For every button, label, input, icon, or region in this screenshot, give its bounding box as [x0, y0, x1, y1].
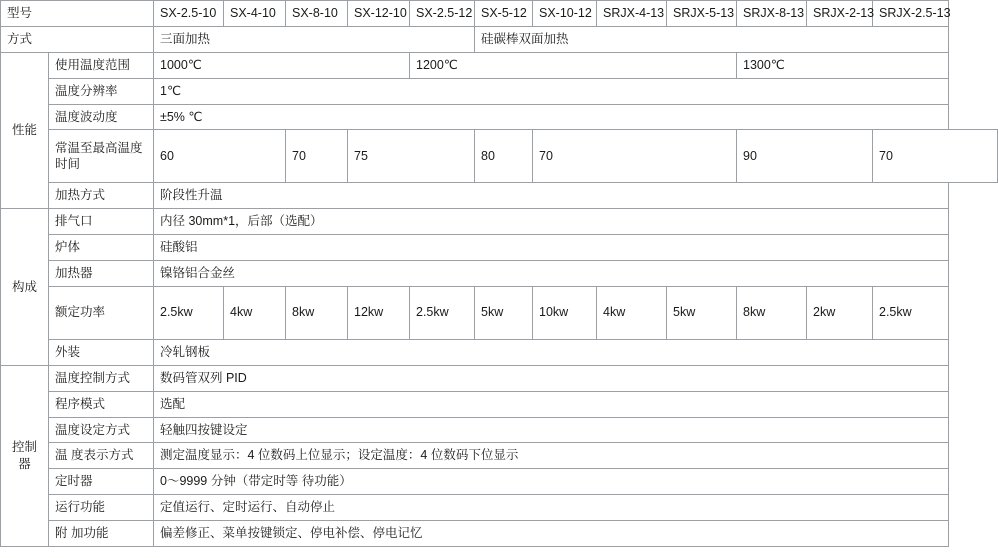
table-row-run-function [1, 495, 998, 521]
rated-power-value: 2kw [807, 286, 873, 339]
group-label-controller: 控制器 [1, 365, 49, 546]
heatup-time-value: 60 [154, 130, 286, 183]
row-label-temp-setting-method: 温度设定方式 [49, 417, 154, 443]
temp-range-value: 1000℃ [154, 52, 410, 78]
table-row-model [1, 1, 998, 27]
row-label-temp-range: 使用温度范围 [49, 52, 154, 78]
rated-power-value: 2.5kw [873, 286, 949, 339]
model-cell: SX-5-12 [475, 1, 533, 27]
heatup-time-value: 70 [533, 130, 737, 183]
temp-display-method-value: 测定温度显示：4 位数码上位显示；设定温度：4 位数码下位显示 [154, 443, 949, 469]
method-value-cell: 硅碳棒双面加热 [475, 26, 949, 52]
rated-power-value: 5kw [475, 286, 533, 339]
table-row-heating-method [1, 183, 998, 209]
row-label-temp-resolution: 温度分辨率 [49, 78, 154, 104]
rated-power-value: 8kw [737, 286, 807, 339]
row-label-heating-method: 加热方式 [49, 183, 154, 209]
row-label-exhaust-port: 排气口 [49, 209, 154, 235]
table-row-exhaust-port [1, 209, 998, 235]
timer-value: 0～9999 分钟（带定时等 待功能） [154, 469, 949, 495]
rated-power-value: 4kw [597, 286, 667, 339]
method-value-cell: 三面加热 [154, 26, 475, 52]
model-cell: SRJX-8-13 [737, 1, 807, 27]
row-label-timer: 定时器 [49, 469, 154, 495]
heatup-time-value: 75 [348, 130, 475, 183]
table-row-temp-range [1, 52, 998, 78]
model-cell: SRJX-5-13 [667, 1, 737, 27]
exterior-value: 冷轧钢板 [154, 339, 949, 365]
table-row-timer [1, 469, 998, 495]
temp-resolution-value: 1℃ [154, 78, 949, 104]
temp-setting-method-value: 轻触四按键设定 [154, 417, 949, 443]
run-function-value: 定值运行、定时运行、自动停止 [154, 495, 949, 521]
table-row-extra-function [1, 521, 998, 547]
rated-power-value: 4kw [224, 286, 286, 339]
row-label-model: 型号 [1, 1, 154, 27]
model-cell: SX-2.5-12 [410, 1, 475, 27]
rated-power-value: 5kw [667, 286, 737, 339]
furnace-body-value: 硅酸铝 [154, 235, 949, 261]
group-label-construction: 构成 [1, 209, 49, 366]
model-cell: SRJX-2.5-13 [873, 1, 949, 27]
temp-control-method-value: 数码管双列 PID [154, 365, 949, 391]
temp-fluctuation-value: ±5% ℃ [154, 104, 949, 130]
table-row-furnace-body [1, 235, 998, 261]
row-label-furnace-body: 炉体 [49, 235, 154, 261]
model-cell: SX-2.5-10 [154, 1, 224, 27]
row-label-method: 方式 [1, 26, 154, 52]
table-row-rated-power [1, 286, 998, 339]
exhaust-port-value: 内径 30mm*1，后部（选配） [154, 209, 949, 235]
rated-power-value: 10kw [533, 286, 597, 339]
table-row-temp-resolution [1, 78, 998, 104]
table-row-heater [1, 261, 998, 287]
program-mode-value: 选配 [154, 391, 949, 417]
row-label-temp-fluctuation: 温度波动度 [49, 104, 154, 130]
row-label-heatup-time: 常温至最高温度时间 [49, 130, 154, 183]
heater-value: 镍铬铝合金丝 [154, 261, 949, 287]
table-row-program-mode [1, 391, 998, 417]
table-row-temp-fluctuation [1, 104, 998, 130]
group-label-performance: 性能 [1, 52, 49, 209]
temp-range-value: 1200℃ [410, 52, 737, 78]
temp-range-value: 1300℃ [737, 52, 949, 78]
table-row-method [1, 26, 998, 52]
heatup-time-value: 70 [873, 130, 998, 183]
model-cell: SX-12-10 [348, 1, 410, 27]
table-row-exterior [1, 339, 998, 365]
table-row-temp-display-method [1, 443, 998, 469]
row-label-temp-display-method: 温 度表示方式 [49, 443, 154, 469]
model-cell: SRJX-4-13 [597, 1, 667, 27]
model-cell: SX-10-12 [533, 1, 597, 27]
heatup-time-value: 90 [737, 130, 873, 183]
table-row-temp-setting-method [1, 417, 998, 443]
model-cell: SRJX-2-13 [807, 1, 873, 27]
rated-power-value: 2.5kw [410, 286, 475, 339]
heatup-time-value: 80 [475, 130, 533, 183]
row-label-exterior: 外装 [49, 339, 154, 365]
row-label-heater: 加热器 [49, 261, 154, 287]
row-label-temp-control-method: 温度控制方式 [49, 365, 154, 391]
rated-power-value: 2.5kw [154, 286, 224, 339]
heating-method-value: 阶段性升温 [154, 183, 949, 209]
rated-power-value: 12kw [348, 286, 410, 339]
heatup-time-value: 70 [286, 130, 348, 183]
row-label-extra-function: 附 加功能 [49, 521, 154, 547]
row-label-rated-power: 额定功率 [49, 286, 154, 339]
model-cell: SX-4-10 [224, 1, 286, 27]
model-cell: SX-8-10 [286, 1, 348, 27]
rated-power-value: 8kw [286, 286, 348, 339]
table-row-heatup-time [1, 130, 998, 183]
row-label-program-mode: 程序模式 [49, 391, 154, 417]
table-row-temp-control-method [1, 365, 998, 391]
extra-function-value: 偏差修正、菜单按键锁定、停电补偿、停电记忆 [154, 521, 949, 547]
row-label-run-function: 运行功能 [49, 495, 154, 521]
